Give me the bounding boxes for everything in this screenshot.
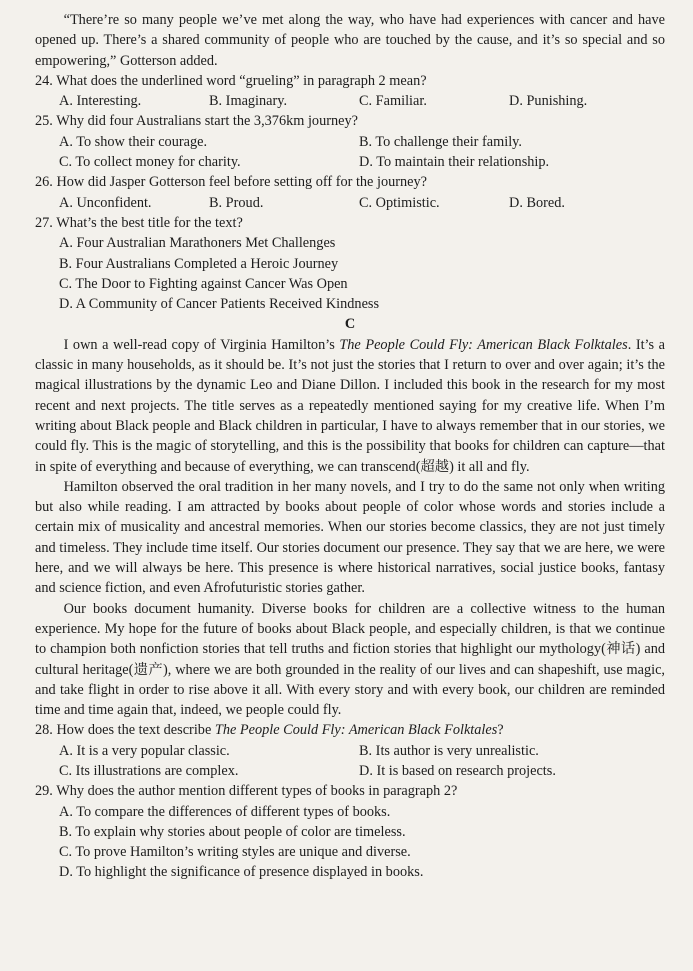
question-24-options	[35, 91, 665, 111]
question-stem: Why did four Australians start the 3,376km journey?	[56, 113, 358, 130]
option-d[interactable]: D. To maintain their relationship.	[359, 154, 550, 171]
question-28-options-row1	[35, 741, 665, 761]
passage-b-final-paragraph: “There’re so many people we’ve met along the way, who have had experiences with cancer and have opened up. There’s a shared community of people who are touched by the cause, and it’s so special and so empowering,” Gotterson added.	[35, 12, 665, 69]
option-d[interactable]: D. It is based on research projects.	[359, 762, 556, 779]
question-24	[35, 71, 665, 91]
passage-c-paragraph-2: Hamilton observed the oral tradition in her many novels, and I try to do the same not only when writing but also while reading. I am attracted by books about people of color whose words and stories include a certain mix of musicality and ancestral memories. When our stories become classics, they are not just timely and timeless. They include time itself. Our stories document our presence. They say that we are here, we were here, and we will always be here. This presence is where historical narratives, social justice books, fantasy and science fiction, and even Afrofuturistic stories gather.	[35, 478, 665, 597]
option-a[interactable]: A. To compare the differences of different types of books.	[59, 803, 391, 820]
option-b[interactable]: B. To challenge their family.	[359, 133, 522, 150]
section-c-heading: C	[344, 316, 356, 333]
question-29	[35, 781, 665, 801]
option-c[interactable]: C. To prove Hamilton’s writing styles are unique and diverse.	[59, 844, 411, 861]
passage-c-paragraph-3: Our books document humanity. Diverse books for children are a collective witness to the human experience. My hope for the future of books about Black people, and especially children, is that we continue to champion both nonfiction stories that tell truths and fiction stories that highlight our mythology(神话) and cultural heritage(遗产), where we are both grounded in the reality of our lives and can shapeshift, use magic, and take flight in order to rise above it all. With every story and with every book, our children are reminded time and time again that, indeed, we people could fly.	[35, 600, 665, 719]
option-b[interactable]: B. Proud.	[209, 194, 264, 211]
question-number: 24.	[35, 72, 53, 89]
question-28-options-row2	[35, 761, 665, 781]
question-26-options	[35, 193, 665, 213]
option-c[interactable]: C. Optimistic.	[359, 194, 440, 211]
book-title: The People Could Fly: American Black Folktales	[339, 336, 628, 353]
question-number: 29.	[35, 783, 53, 800]
option-c[interactable]: C. To collect money for charity.	[59, 154, 241, 171]
question-25-options-row1	[35, 132, 665, 152]
question-stem: How did Jasper Gotterson feel before setting off for the journey?	[56, 174, 427, 191]
question-27	[35, 213, 665, 233]
option-d[interactable]: D. A Community of Cancer Patients Received Kindness	[59, 296, 380, 313]
option-a[interactable]: A. It is a very popular classic.	[59, 742, 230, 759]
question-stem: Why does the author mention different types of books in paragraph 2?	[56, 783, 458, 800]
option-c[interactable]: C. Familiar.	[359, 93, 427, 110]
question-stem: What’s the best title for the text?	[56, 214, 243, 231]
question-stem-end: ?	[497, 722, 504, 739]
option-d[interactable]: D. To highlight the significance of presence displayed in books.	[59, 864, 424, 881]
question-number: 25.	[35, 113, 53, 130]
option-a[interactable]: A. Interesting.	[59, 93, 142, 110]
book-title: The People Could Fly: American Black Folktales	[214, 722, 498, 739]
question-25-options-row2	[35, 152, 665, 172]
question-stem: How does the text describe	[56, 722, 215, 739]
option-b[interactable]: B. Four Australians Completed a Heroic Journey	[59, 255, 339, 272]
option-b[interactable]: B. To explain why stories about people of color are timeless.	[59, 823, 406, 840]
question-number: 27.	[35, 214, 53, 231]
option-d[interactable]: D. Punishing.	[509, 93, 588, 110]
option-a[interactable]: A. Four Australian Marathoners Met Challenges	[59, 235, 336, 252]
question-stem: What does the underlined word “grueling” in paragraph 2 mean?	[56, 72, 427, 89]
passage-c-paragraph-1	[35, 335, 665, 477]
option-b[interactable]: B. Its author is very unrealistic.	[359, 742, 539, 759]
question-28	[35, 720, 665, 740]
option-c[interactable]: C. Its illustrations are complex.	[59, 762, 239, 779]
option-d[interactable]: D. Bored.	[509, 194, 565, 211]
question-26	[35, 172, 665, 192]
option-b[interactable]: B. Imaginary.	[209, 93, 288, 110]
paragraph-text: . It’s a classic in many households, as it should be. It’s not just the stories that I return to over and over again; it’s the magical illustrations by the dynamic Leo and Diane Dillon. I included this book in the research for my most recent and next projects. The title serves as a repeatedly mentioned saying for my creative life. When I’m writing about Black people and Black children in particular, I have to always remember that in our stories, we could fly. This is the magic of storytelling, and this is the possibility that books for children can capture—that in spite of everything and because of everything, we can transcend(超越) it all and fly.	[35, 336, 666, 475]
paragraph-text: I own a well-read copy of Virginia Hamilton’s	[63, 336, 340, 353]
question-number: 28.	[35, 722, 53, 739]
option-c[interactable]: C. The Door to Fighting against Cancer Was Open	[59, 275, 348, 292]
question-number: 26.	[35, 174, 53, 191]
question-25	[35, 111, 665, 131]
option-a[interactable]: A. To show their courage.	[59, 133, 208, 150]
option-a[interactable]: A. Unconfident.	[59, 194, 152, 211]
